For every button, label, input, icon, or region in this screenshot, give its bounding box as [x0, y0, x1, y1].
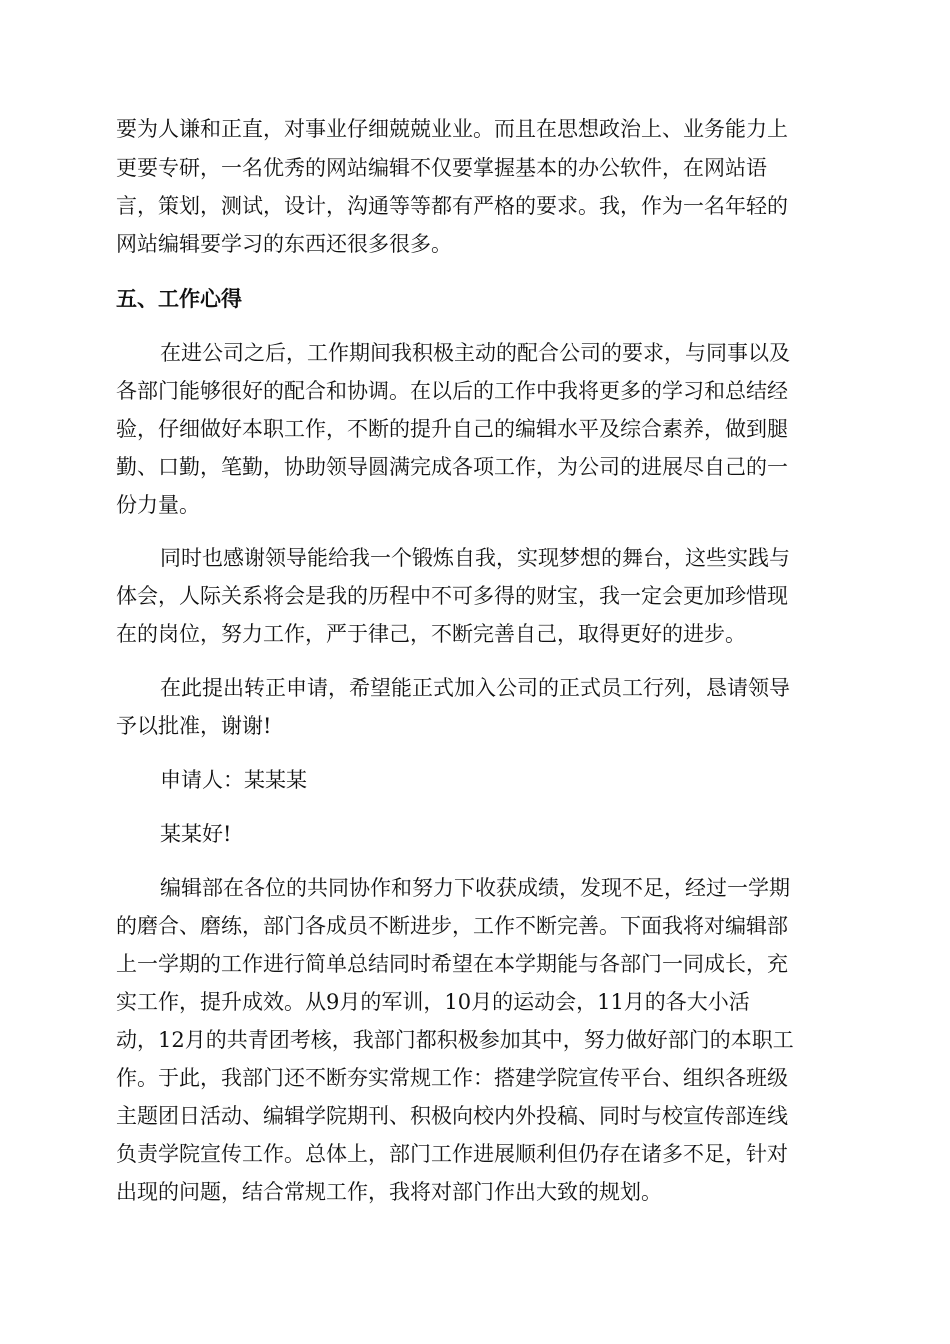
- applicant-signature: 申请人：某某某: [160, 768, 307, 792]
- text-line: 要为人谦和正直，对事业仔细兢兢业业。而且在思想政治上、业务能力上: [116, 117, 788, 141]
- text-line: 在的岗位，努力工作，严于律己，不断完善自己，取得更好的进步。: [116, 622, 746, 646]
- section-heading: 五、工作心得: [116, 287, 242, 311]
- text-line: 编辑部在各位的共同协作和努力下收获成绩，发现不足，经过一学期: [160, 876, 790, 900]
- text-line: 主题团日活动、编辑学院期刊、积极向校内外投稿、同时与校宣传部连线: [116, 1104, 788, 1128]
- text-line: 出现的问题，结合常规工作，我将对部门作出大致的规划。: [116, 1180, 662, 1204]
- text-line: 上一学期的工作进行简单总结同时希望在本学期能与各部门一同成长，充: [116, 952, 788, 976]
- text-line: 勤、口勤，笔勤，协助领导圆满完成各项工作，为公司的进展尽自己的一: [116, 455, 788, 479]
- text-line: 各部门能够很好的配合和协调。在以后的工作中我将更多的学习和总结经: [116, 379, 788, 403]
- text-line: 在进公司之后，工作期间我积极主动的配合公司的要求，与同事以及: [160, 341, 790, 365]
- text-line: 在此提出转正申请，希望能正式加入公司的正式员工行列，恳请领导: [160, 676, 790, 700]
- text-line: 予以批准，谢谢!: [116, 714, 272, 738]
- text-line: 体会，人际关系将会是我的历程中不可多得的财宝，我一定会更加珍惜现: [116, 584, 788, 608]
- text-line: 言，策划，测试，设计，沟通等等都有严格的要求。我，作为一名年轻的: [116, 194, 788, 218]
- text-line: 动，12月的共青团考核，我部门都积极参加其中，努力做好部门的本职工: [116, 1028, 794, 1052]
- text-line: 的磨合、磨练，部门各成员不断进步，工作不断完善。下面我将对编辑部: [116, 914, 788, 938]
- greeting: 某某好!: [160, 822, 232, 846]
- text-line: 更要专研，一名优秀的网站编辑不仅要掌握基本的办公软件，在网站语: [116, 156, 767, 180]
- text-line: 负责学院宣传工作。总体上，部门工作进展顺利但仍存在诸多不足，针对: [116, 1142, 788, 1166]
- text-line: 同时也感谢领导能给我一个锻炼自我，实现梦想的舞台，这些实践与: [160, 546, 790, 570]
- text-line: 网站编辑要学习的东西还很多很多。: [116, 232, 452, 256]
- text-line: 份力量。: [116, 493, 200, 517]
- text-line: 作。于此，我部门还不断夯实常规工作：搭建学院宣传平台、组织各班级: [116, 1066, 788, 1090]
- text-line: 实工作，提升成效。从9月的军训，10月的运动会，11月的各大小活: [116, 990, 750, 1014]
- text-line: 验，仔细做好本职工作，不断的提升自己的编辑水平及综合素养，做到腿: [116, 417, 788, 441]
